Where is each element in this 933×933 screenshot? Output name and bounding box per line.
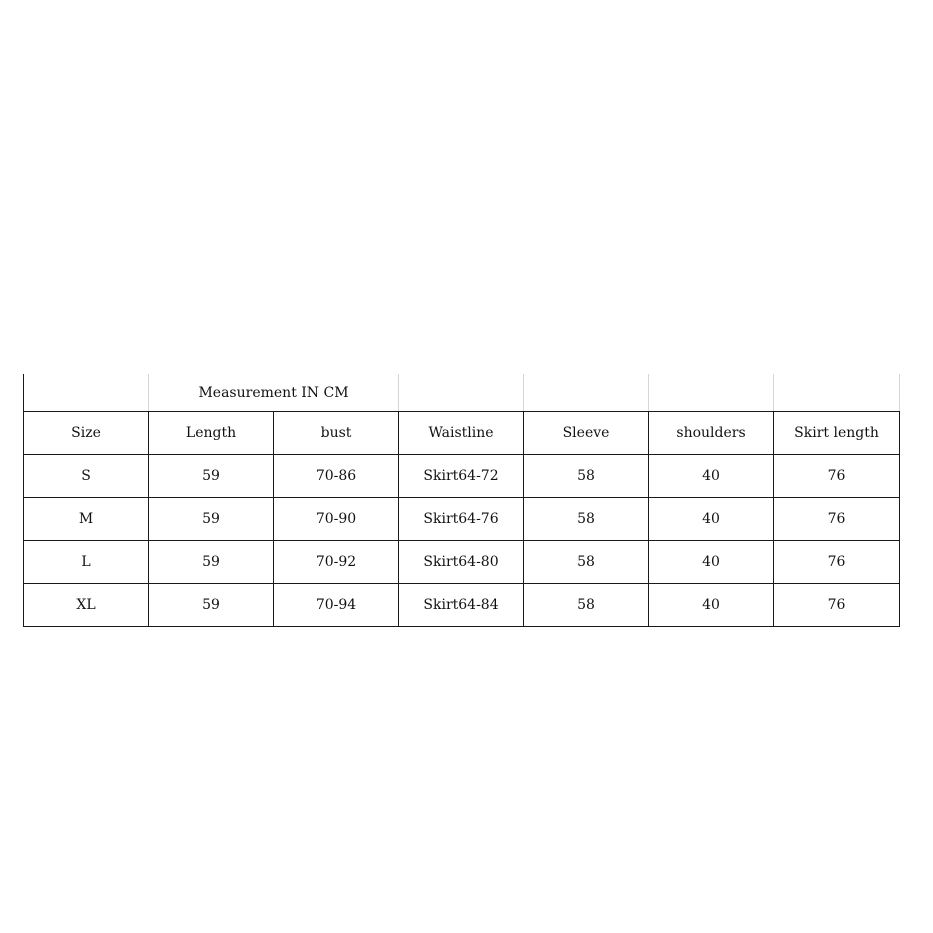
header-sleeve: Sleeve bbox=[524, 412, 649, 455]
cell-sleeve: 58 bbox=[524, 498, 649, 541]
cell-waistline: Skirt64-84 bbox=[399, 584, 524, 627]
table-row bbox=[24, 498, 900, 541]
cell-skirt-length: 76 bbox=[774, 584, 900, 627]
header-shoulders: shoulders bbox=[649, 412, 774, 455]
cell-shoulders: 40 bbox=[649, 584, 774, 627]
table-title-cell bbox=[149, 374, 399, 412]
size-chart-table bbox=[23, 374, 900, 627]
cell-sleeve: 58 bbox=[524, 455, 649, 498]
cell-shoulders: 40 bbox=[649, 541, 774, 584]
table-title-row bbox=[24, 374, 900, 412]
cell-shoulders: 40 bbox=[649, 498, 774, 541]
header-length: Length bbox=[149, 412, 274, 455]
cell-bust: 70-86 bbox=[274, 455, 399, 498]
cell-waistline: Skirt64-72 bbox=[399, 455, 524, 498]
cell-waistline: Skirt64-76 bbox=[399, 498, 524, 541]
cell-length: 59 bbox=[149, 584, 274, 627]
cell-length: 59 bbox=[149, 455, 274, 498]
header-skirt-length: Skirt length bbox=[774, 412, 900, 455]
empty-cell bbox=[24, 374, 149, 412]
table-row bbox=[24, 584, 900, 627]
cell-length: 59 bbox=[149, 498, 274, 541]
cell-sleeve: 58 bbox=[524, 541, 649, 584]
cell-bust: 70-92 bbox=[274, 541, 399, 584]
table-row bbox=[24, 541, 900, 584]
empty-cell bbox=[399, 374, 524, 412]
empty-cell bbox=[649, 374, 774, 412]
cell-shoulders: 40 bbox=[649, 455, 774, 498]
cell-sleeve: 58 bbox=[524, 584, 649, 627]
header-bust: bust bbox=[274, 412, 399, 455]
cell-bust: 70-94 bbox=[274, 584, 399, 627]
cell-length: 59 bbox=[149, 541, 274, 584]
header-waistline: Waistline bbox=[399, 412, 524, 455]
table-title: Measurement IN CM bbox=[198, 384, 349, 401]
cell-size: L bbox=[24, 541, 149, 584]
cell-size: M bbox=[24, 498, 149, 541]
cell-size: XL bbox=[24, 584, 149, 627]
cell-skirt-length: 76 bbox=[774, 541, 900, 584]
empty-cell bbox=[524, 374, 649, 412]
empty-cell bbox=[774, 374, 900, 412]
cell-skirt-length: 76 bbox=[774, 455, 900, 498]
cell-size: S bbox=[24, 455, 149, 498]
table-row bbox=[24, 455, 900, 498]
header-size: Size bbox=[24, 412, 149, 455]
cell-skirt-length: 76 bbox=[774, 498, 900, 541]
cell-waistline: Skirt64-80 bbox=[399, 541, 524, 584]
table-header-row bbox=[24, 412, 900, 455]
cell-bust: 70-90 bbox=[274, 498, 399, 541]
